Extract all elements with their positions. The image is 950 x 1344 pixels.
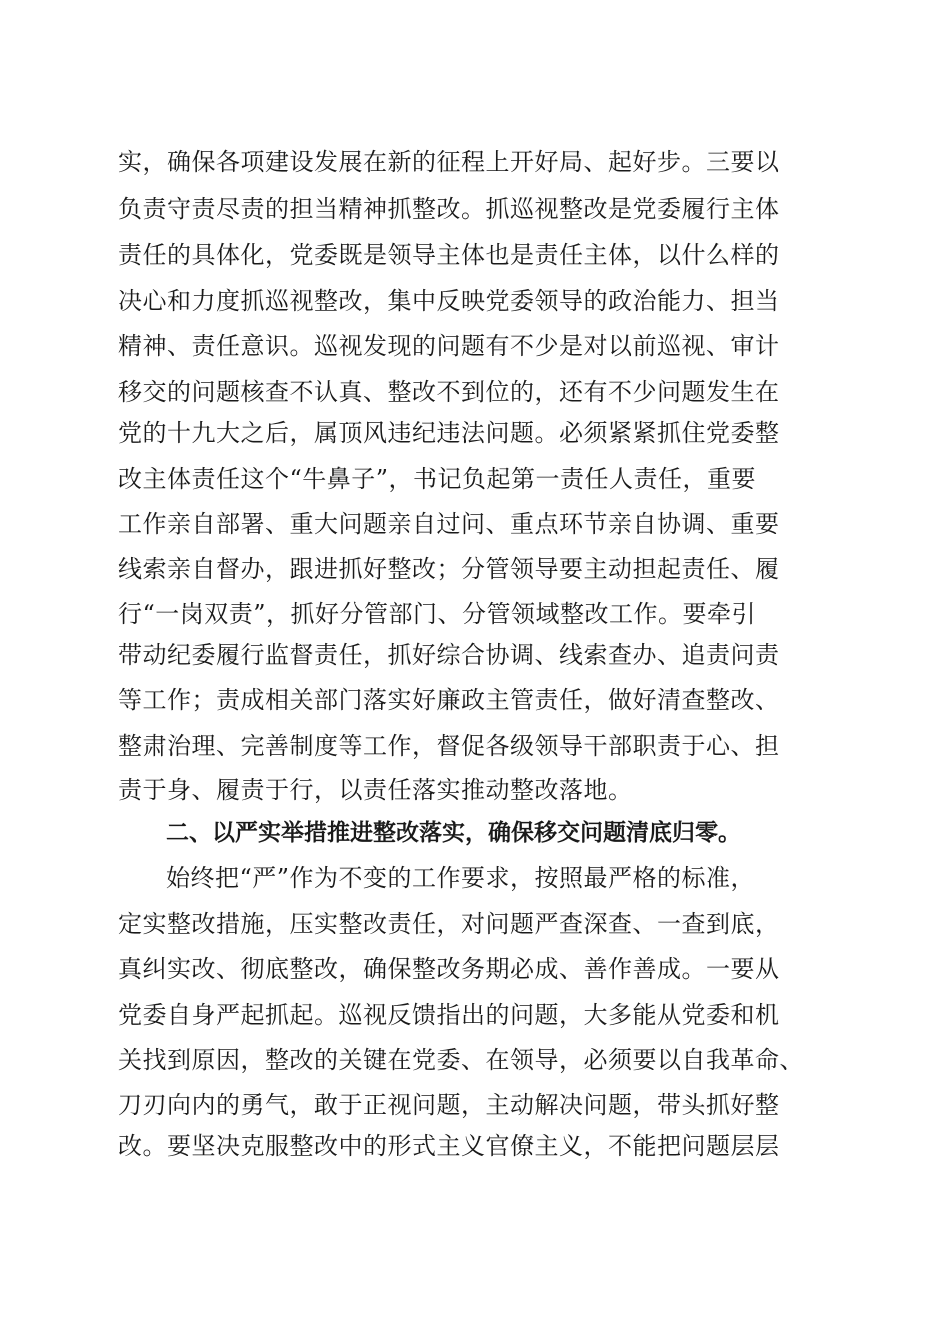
paragraph-1-line: 决心和力度抓巡视整改，集中反映党委领导的政治能力、担当 <box>118 287 780 315</box>
paragraph-1-line: 改主体责任这个“牛鼻子”，书记负起第一责任人责任，重要 <box>118 465 757 493</box>
paragraph-2-line: 始终把“严”作为不变的工作要求，按照最严格的标准， <box>166 864 756 892</box>
paragraph-1-line: 行“一岗双责”，抓好分管部门、分管领域整改工作。要牵引 <box>118 600 757 628</box>
paragraph-1-line: 移交的问题核查不认真、整改不到位的，还有不少问题发生在 <box>118 378 780 406</box>
paragraph-1-line: 等工作；责成相关部门落实好廉政主管责任，做好清查整改、 <box>118 686 780 714</box>
paragraph-1-line: 责任的具体化，党委既是领导主体也是责任主体，以什么样的 <box>118 241 780 269</box>
paragraph-1-line: 负责守责尽责的担当精神抓整改。抓巡视整改是党委履行主体 <box>118 195 780 223</box>
paragraph-1-line: 实，确保各项建设发展在新的征程上开好局、起好步。三要以 <box>118 148 780 176</box>
paragraph-1-line: 责于身、履责于行，以责任落实推动整改落地。 <box>118 776 633 804</box>
paragraph-2-line: 真纠实改、彻底整改，确保整改务期必成、善作善成。一要从 <box>118 955 780 983</box>
section-heading: 二、以严实举措推进整改落实，确保移交问题清底归零。 <box>166 820 741 846</box>
paragraph-1-line: 精神、责任意识。巡视发现的问题有不少是对以前巡视、审计 <box>118 332 780 360</box>
paragraph-2-line: 党委自身严起抓起。巡视反馈指出的问题，大多能从党委和机 <box>118 1001 780 1029</box>
paragraph-2-line: 关找到原因，整改的关键在党委、在领导，必须要以自我革命、 <box>118 1046 804 1074</box>
paragraph-1-line: 整肃治理、完善制度等工作，督促各级领导干部职责于心、担 <box>118 732 780 760</box>
paragraph-1-line: 工作亲自部署、重大问题亲自过问、重点环节亲自协调、重要 <box>118 510 780 538</box>
paragraph-2-line: 定实整改措施，压实整改责任，对问题严查深查、一查到底， <box>118 910 780 938</box>
paragraph-2-line: 刀刃向内的勇气，敢于正视问题，主动解决问题，带头抓好整 <box>118 1091 780 1119</box>
paragraph-2-line: 改。要坚决克服整改中的形式主义官僚主义，不能把问题层层 <box>118 1132 780 1160</box>
paragraph-1-line: 带动纪委履行监督责任，抓好综合协调、线索查办、追责问责 <box>118 641 780 669</box>
paragraph-1-line: 线索亲自督办，跟进抓好整改；分管领导要主动担起责任、履 <box>118 555 780 583</box>
paragraph-1-line: 党的十九大之后，属顶风违纪违法问题。必须紧紧抓住党委整 <box>118 419 780 447</box>
